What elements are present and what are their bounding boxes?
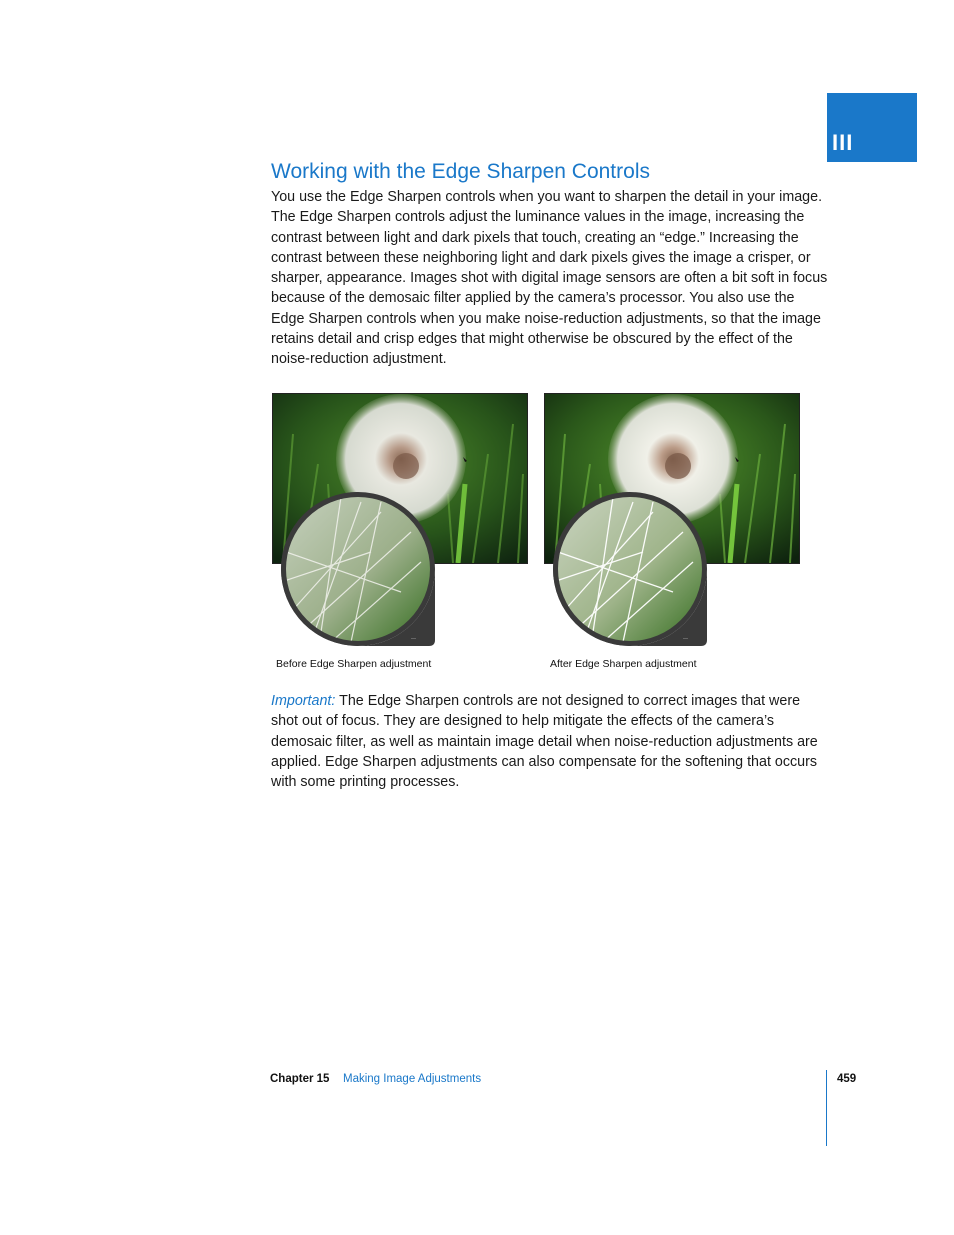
important-text: The Edge Sharpen controls are not designed to correct images that were shot out of focus. They are designed to help mitigate the effects of the camera’s demosaic filter, as well as maintain image detail when noise-reduction adjustments are applied. Edge Sharpen adjustments can also compensate for the softening that occurs with some printing processes.	[271, 693, 818, 791]
footer-chapter-title: Making Image Adjustments	[343, 1073, 482, 1085]
after-caption: After Edge Sharpen adjustment	[550, 658, 697, 670]
page-number: 459	[837, 1073, 857, 1085]
footer-chapter: Chapter 15	[270, 1073, 330, 1085]
before-loupe	[281, 492, 435, 646]
intro-paragraph: You use the Edge Sharpen controls when you want to sharpen the detail in your image. The Edge Sharpen controls adjust the luminance values in the image, increasing the contrast between light and dark pixels that touch, creating an “edge.” Increasing the contrast between these neighboring light and dark pixels gives the image a crisper, or sharper, appearance. Images shot with digital image sensors are often a bit soft in focus because of the demosaic filter applied by the camera’s processor. You also use the Edge Sharpen controls when you make noise-reduction adjustments, so that the image retains detail and crisp edges that might otherwise be obscured by the effect of the noise-reduction adjustment.	[271, 189, 828, 368]
footer-divider	[826, 1070, 827, 1146]
after-loupe	[553, 492, 707, 646]
part-tab	[827, 93, 917, 162]
svg-text:—: —	[411, 636, 416, 642]
svg-text:—: —	[683, 636, 688, 642]
important-note	[271, 691, 831, 792]
before-caption: Before Edge Sharpen adjustment	[276, 658, 432, 670]
important-label: Important:	[271, 693, 336, 709]
part-tab-label: III	[832, 130, 854, 155]
section-title: Working with the Edge Sharpen Controls	[271, 160, 650, 183]
